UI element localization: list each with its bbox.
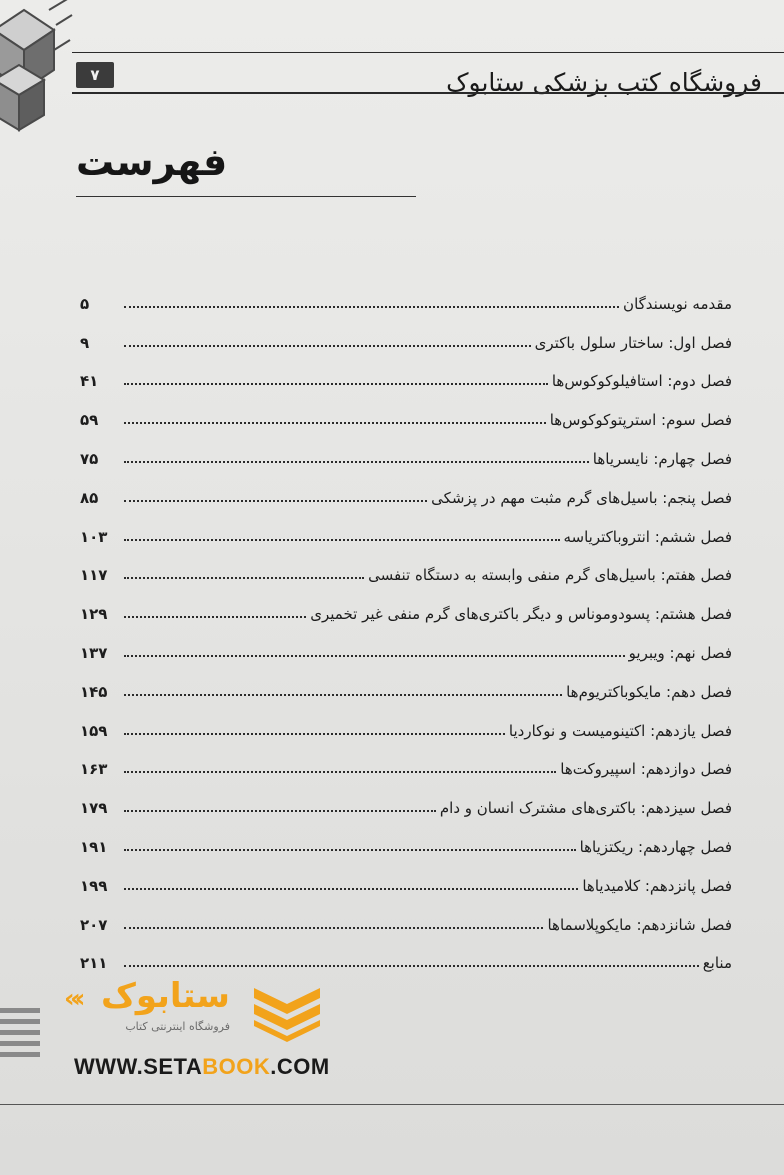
toc-entry-title: منابع — [702, 954, 732, 973]
toc-dot-leader — [124, 927, 543, 929]
toc-entry-page: ۱۰۳ — [80, 527, 108, 546]
toc-entry-page: ۵ — [80, 294, 90, 313]
toc-dot-leader — [124, 888, 578, 890]
toc-dot-leader — [124, 306, 619, 308]
toc-entry-page: ۱۲۹ — [80, 605, 108, 624]
toc-entry[interactable] — [80, 629, 732, 668]
toc-entry-title: فصل ششم: انتروباکتریاسه — [563, 527, 732, 546]
toc-entry-title: فصل سوم: استرپتوکوکوس‌ها — [549, 411, 732, 430]
toc-entry[interactable] — [80, 940, 732, 979]
toc-entry-title: فصل چهارم: نایسریاها — [592, 449, 732, 468]
toc-entry-title: فصل پانزدهم: کلامیدیاها — [582, 876, 732, 895]
logo-tagline: فروشگاه اینترنتی کتاب — [125, 1020, 230, 1033]
toc-entry-page: ۱۵۹ — [80, 721, 108, 740]
toc-dot-leader — [124, 616, 306, 618]
toc-entry[interactable] — [80, 552, 732, 591]
toc-entry-title: فصل دوازدهم: اسپیروکت‌ها — [560, 760, 732, 779]
store-title: فروشگاه کتب پزشکی ستابوک — [446, 68, 762, 97]
toc-entry[interactable] — [80, 668, 732, 707]
header-top-rule — [72, 52, 784, 53]
toc-dot-leader — [124, 461, 589, 463]
toc-dot-leader — [124, 577, 364, 579]
toc-dot-leader — [124, 383, 548, 385]
toc-entry-title: فصل دوم: استافیلوکوکوس‌ها — [551, 372, 732, 391]
toc-entry[interactable] — [80, 396, 732, 435]
toc-entry-title: مقدمه نویسندگان — [623, 294, 732, 313]
toc-dot-leader — [124, 810, 436, 812]
toc-entry-page: ۱۹۹ — [80, 876, 108, 895]
corner-geometric-ornament — [0, 0, 74, 160]
toc-entry[interactable] — [80, 358, 732, 397]
toc-entry[interactable] — [80, 746, 732, 785]
logo-text: ستابوک — [101, 976, 230, 1016]
toc-entry-title: فصل سیزدهم: باکتری‌های مشترک انسان و دام — [439, 799, 732, 818]
toc-entry[interactable] — [80, 901, 732, 940]
toc-dot-leader — [124, 965, 699, 967]
double-chevron-icon: «‹ — [64, 984, 80, 1014]
toc-entry-page: ۲۱۱ — [80, 954, 108, 973]
toc-entry-title: فصل دهم: مایکوباکتریوم‌ها — [566, 682, 732, 701]
url-suffix: .COM — [270, 1054, 330, 1079]
toc-heading: فهرست — [76, 140, 228, 184]
toc-entry-page: ۵۹ — [80, 411, 99, 430]
toc-entry[interactable] — [80, 590, 732, 629]
toc-entry-page: ۴۱ — [80, 372, 99, 391]
toc-dot-leader — [124, 849, 576, 851]
toc-entry[interactable] — [80, 784, 732, 823]
footer-rule — [0, 1104, 784, 1105]
toc-entry-page: ۸۵ — [80, 488, 99, 507]
toc-entry-title: فصل یازدهم: اکتینومیست و نوکاردیا — [508, 721, 732, 740]
url-prefix: WWW.SETA — [74, 1054, 203, 1079]
toc-entry-page: ۱۶۳ — [80, 760, 108, 779]
toc-dot-leader — [124, 422, 546, 424]
toc-entry-title: فصل هشتم: پسودوموناس و دیگر باکتری‌های گرم منفی غیر تخمیری — [310, 605, 732, 624]
toc-entry-page: ۱۳۷ — [80, 643, 108, 662]
toc-dot-leader — [124, 733, 505, 735]
toc-entry[interactable] — [80, 474, 732, 513]
toc-entry[interactable] — [80, 280, 732, 319]
header-bottom-rule — [72, 92, 784, 94]
toc-entry-title: فصل نهم: ویبریو — [628, 643, 732, 662]
toc-entry-title: فصل اول: ساختار سلول باکتری — [534, 333, 732, 352]
toc-entry[interactable] — [80, 862, 732, 901]
toc-entry[interactable] — [80, 319, 732, 358]
page-number: ۷ — [76, 62, 114, 88]
table-of-contents — [80, 280, 732, 978]
decorative-stripes — [0, 1008, 40, 1068]
toc-dot-leader — [124, 771, 556, 773]
toc-entry-title: فصل چهاردهم: ریکتزیاها — [579, 837, 732, 856]
toc-entry-page: ۲۰۷ — [80, 915, 108, 934]
toc-entry-title: فصل شانزدهم: مایکوپلاسماها — [547, 915, 732, 934]
toc-entry-page: ۱۱۷ — [80, 566, 108, 585]
toc-dot-leader — [124, 345, 531, 347]
toc-entry-title: فصل هفتم: باسیل‌های گرم منفی وابسته به دستگاه تنفسی — [368, 566, 732, 585]
setabook-logo-wordmark[interactable] — [64, 976, 242, 1040]
toc-entry-title: فصل پنجم: باسیل‌های گرم مثبت مهم در پزشکی — [431, 488, 732, 507]
toc-heading-rule — [76, 196, 416, 197]
toc-entry[interactable] — [80, 823, 732, 862]
toc-entry-page: ۹ — [80, 333, 90, 352]
toc-entry[interactable] — [80, 513, 732, 552]
toc-entry[interactable] — [80, 707, 732, 746]
toc-entry-page: ۷۵ — [80, 449, 99, 468]
toc-dot-leader — [124, 539, 560, 541]
toc-dot-leader — [124, 655, 625, 657]
toc-dot-leader — [124, 500, 427, 502]
toc-entry[interactable] — [80, 435, 732, 474]
setabook-emblem-icon[interactable] — [248, 982, 326, 1042]
url-accent: BOOK — [202, 1054, 271, 1079]
toc-entry-page: ۱۷۹ — [80, 799, 108, 818]
toc-entry-page: ۱۴۵ — [80, 682, 108, 701]
website-url[interactable] — [74, 1054, 330, 1080]
toc-entry-page: ۱۹۱ — [80, 837, 108, 856]
toc-dot-leader — [124, 694, 562, 696]
